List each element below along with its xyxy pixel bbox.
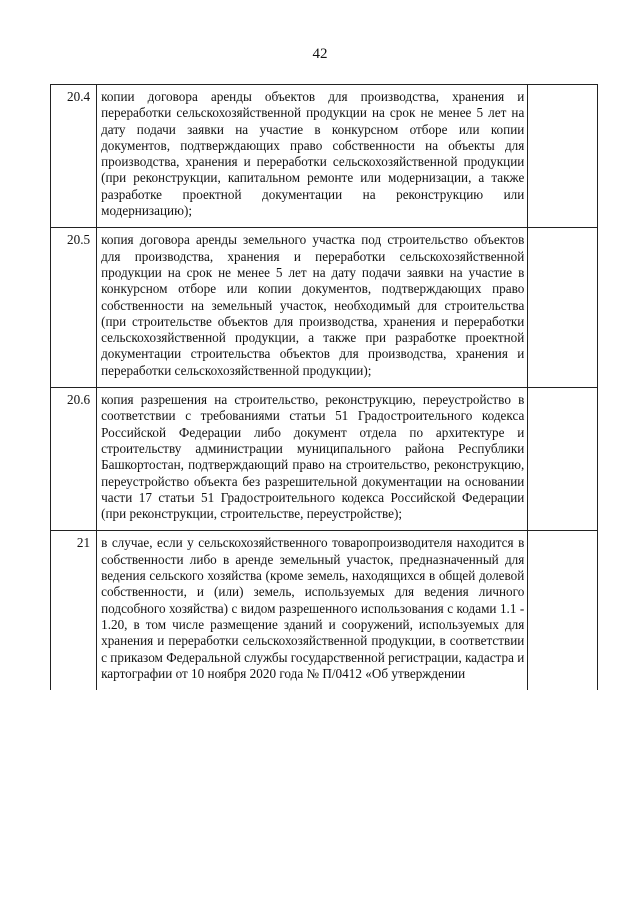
table-row <box>51 228 598 388</box>
empty-cell <box>528 85 598 228</box>
item-number: 21 <box>51 531 97 690</box>
page-number: 42 <box>312 46 328 62</box>
item-number: 20.6 <box>51 388 97 531</box>
table-row <box>51 388 598 531</box>
table-row <box>51 85 598 228</box>
empty-cell <box>528 531 598 690</box>
requirements-table <box>50 84 598 690</box>
item-text: копии договора аренды объектов для производства, хранения и переработки сельскохозяйственной продукции на срок не менее 5 лет на дату подачи заявки на участие в конкурсном отборе или копии документов, подтверждающих право собственности на объекты для производства, хранения и переработки сельскохозяйственной продукции (при реконструкции, капитальном ремонте или модернизации, а также разработке проектной документации на реконструкцию или модернизацию); <box>97 85 528 228</box>
empty-cell <box>528 228 598 388</box>
item-text: копия разрешения на строительство, реконструкцию, переустройство в соответствии с требованиями статьи 51 Градостроительного кодекса Российской Федерации либо документ отдела по архитектуре и строительству администрации муниципального района Республики Башкортостан, подтверждающий право на строительство, реконструкцию, переустройство объекта без разрешительной документации на основании части 17 статьи 51 Градостроительного кодекса Российской Федерации (при реконструкции, строительстве, переустройстве); <box>97 388 528 531</box>
table-row <box>51 531 598 690</box>
item-text: в случае, если у сельскохозяйственного товаропроизводителя находится в собственности либо в аренде земельный участок, предназначенный для ведения сельского хозяйства (кроме земель, находящихся в общей долевой собственности, и (или) земель, используемых для ведения личного подсобного хозяйства) с видом разрешенного использования с кодами 1.1 - 1.20, в том числе размещение зданий и сооружений, используемых для хранения и переработки сельскохозяйственной продукции, в соответствии с приказом Федеральной службы государственной регистрации, кадастра и картографии от 10 ноября 2020 года № П/0412 «Об утверждении <box>97 531 528 690</box>
item-number: 20.4 <box>51 85 97 228</box>
empty-cell <box>528 388 598 531</box>
item-text: копия договора аренды земельного участка под строительство объектов для производства, хранения и переработки сельскохозяйственной продукции на срок не менее 5 лет на дату подачи заявки на участие в конкурсном отборе или копии документов, подтверждающих право собственности на земельный участок, необходимый для строительства (при строительстве объектов для производства, хранения и переработки сельскохозяйственной продукции, а также при разработке проектной документации строительства объектов для производства, хранения и переработки сельскохозяйственной продукции); <box>97 228 528 388</box>
item-number: 20.5 <box>51 228 97 388</box>
